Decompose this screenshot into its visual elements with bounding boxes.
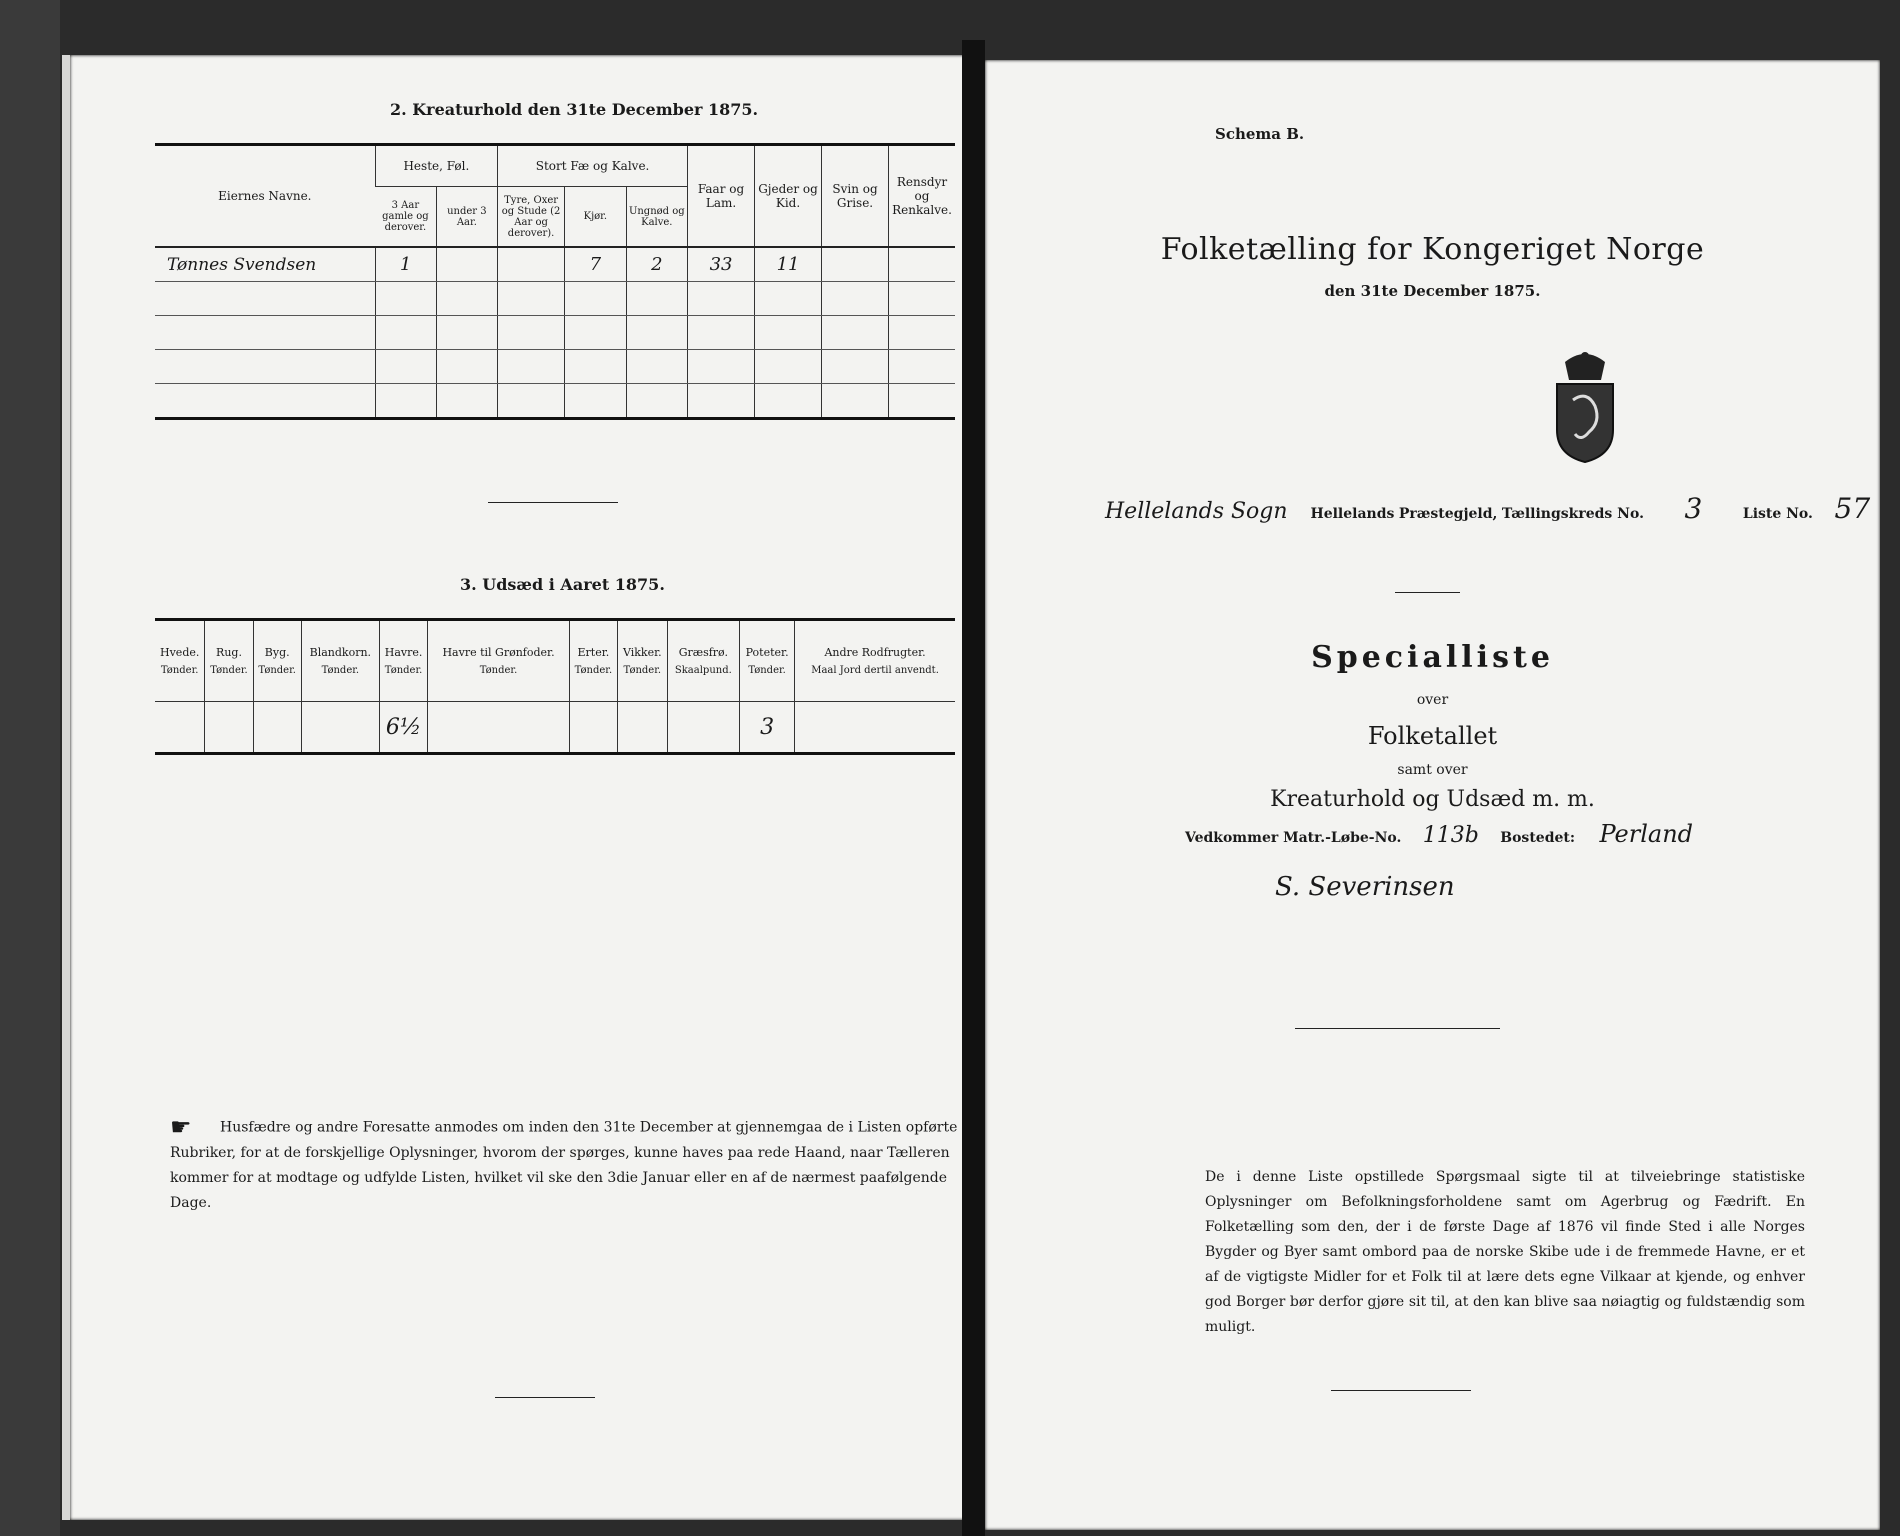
owner-name: Tønnes Svendsen bbox=[155, 247, 375, 282]
udsaed-header-unit: Maal Jord dertil anvendt. bbox=[811, 665, 939, 676]
heste-header: Heste, Føl. bbox=[375, 145, 497, 187]
divider-rule bbox=[1395, 592, 1460, 593]
specialliste-title: Specialliste bbox=[1311, 640, 1554, 675]
udsaed-header-unit: Tønder. bbox=[160, 665, 199, 676]
udsaed-value-cell bbox=[667, 702, 739, 754]
folketallet-text: Folketallet bbox=[1367, 722, 1498, 750]
udsaed-value-cell bbox=[301, 702, 379, 754]
udsaed-header-name: Græsfrø. bbox=[678, 646, 728, 659]
udsaed-header-unit: Tønder. bbox=[748, 665, 786, 676]
kreaturhold-table bbox=[155, 143, 955, 420]
section2-title: 2. Kreaturhold den 31te December 1875. bbox=[390, 100, 759, 119]
faar-header: Faar og Lam. bbox=[688, 145, 755, 248]
table-row bbox=[155, 247, 955, 282]
udsaed-value-cell: 6½ bbox=[379, 702, 427, 754]
udsaed-value-cell bbox=[428, 702, 570, 754]
divider-rule bbox=[495, 1397, 595, 1398]
heste-a-header: 3 Aar gamle og derover. bbox=[375, 187, 436, 248]
matr-value: 113b bbox=[1422, 823, 1479, 848]
udsaed-header-unit: Skaalpund. bbox=[674, 665, 732, 676]
udsaed-header-name: Erter. bbox=[577, 646, 610, 659]
udsaed-header-name: Rug. bbox=[216, 646, 242, 659]
udsaed-header-name: Havre. bbox=[384, 646, 423, 659]
samt-over-text: samt over bbox=[1397, 762, 1468, 778]
liste-label: Liste No. bbox=[1742, 506, 1813, 522]
table-row bbox=[155, 350, 955, 384]
rensdyr-header: Rensdyr og Renkalve. bbox=[889, 145, 956, 248]
gjeder-cell: 11 bbox=[755, 247, 822, 282]
owner-header: Eiernes Navne. bbox=[155, 145, 375, 248]
bostedet-label: Bostedet: bbox=[1500, 830, 1576, 846]
stort-b-header: Kjør. bbox=[565, 187, 626, 248]
udsaed-header bbox=[667, 620, 739, 702]
udsaed-header-unit: Tønder. bbox=[623, 665, 662, 676]
scan-background bbox=[0, 0, 60, 1536]
notice bbox=[170, 1115, 960, 1216]
udsaed-header bbox=[379, 620, 427, 702]
divider-rule bbox=[488, 502, 618, 503]
stort-a-header: Tyre, Oxer og Stude (2 Aar og derover). bbox=[498, 187, 565, 248]
subtitle: den 31te December 1875. bbox=[1324, 282, 1541, 300]
stort-c-header: Ungnød og Kalve. bbox=[626, 187, 687, 248]
faar-cell: 33 bbox=[688, 247, 755, 282]
svin-cell bbox=[822, 247, 889, 282]
udsaed-header-name: Poteter. bbox=[745, 646, 789, 659]
schema-label: Schema B. bbox=[1215, 125, 1305, 143]
udsaed-value-cell bbox=[795, 702, 955, 754]
gjeder-header: Gjeder og Kid. bbox=[755, 145, 822, 248]
udsaed-header bbox=[618, 620, 668, 702]
bostedet-value: Perland bbox=[1599, 820, 1694, 848]
table-row bbox=[155, 316, 955, 350]
udsaed-table bbox=[155, 618, 955, 755]
udsaed-value-cell bbox=[253, 702, 301, 754]
stort-a-cell bbox=[498, 247, 565, 282]
table-row bbox=[155, 384, 955, 419]
udsaed-header-unit: Tønder. bbox=[258, 665, 296, 676]
heste-b-header: under 3 Aar. bbox=[436, 187, 497, 248]
section3-title: 3. Udsæd i Aaret 1875. bbox=[460, 575, 665, 594]
udsaed-header-name: Havre til Grønfoder. bbox=[442, 646, 555, 659]
right-page bbox=[985, 60, 1880, 1530]
udsaed-header-unit: Tønder. bbox=[479, 665, 518, 676]
udsaed-header bbox=[301, 620, 379, 702]
svin-header: Svin og Grise. bbox=[822, 145, 889, 248]
stort-header: Stort Fæ og Kalve. bbox=[498, 145, 688, 187]
main-title: Folketælling for Kongeriget Norge bbox=[1160, 232, 1705, 267]
udsaed-value-cell bbox=[618, 702, 668, 754]
udsaed-header bbox=[253, 620, 301, 702]
udsaed-header-unit: Tønder. bbox=[210, 665, 248, 676]
udsaed-header bbox=[155, 620, 205, 702]
udsaed-header bbox=[428, 620, 570, 702]
vedkommer-label: Vedkommer Matr.-Løbe-No. bbox=[1185, 830, 1402, 846]
kreds-label: Tællingskreds No. bbox=[1501, 506, 1644, 522]
udsaed-header-unit: Tønder. bbox=[574, 665, 613, 676]
udsaed-value-cell bbox=[569, 702, 617, 754]
coat-of-arms-icon bbox=[1545, 350, 1625, 465]
udsaed-value-cell bbox=[155, 702, 205, 754]
printed-parish: Hellelands bbox=[1310, 506, 1395, 522]
signature: S. Severinsen bbox=[1275, 872, 1455, 902]
udsaed-header-unit: Tønder. bbox=[384, 665, 423, 676]
udsaed-header-name: Hvede. bbox=[160, 646, 200, 659]
divider-rule bbox=[1331, 1390, 1471, 1391]
praestegjeld-label: Præstegjeld, bbox=[1398, 506, 1498, 522]
over-text: over bbox=[1416, 692, 1449, 708]
notice-text: Husfædre og andre Foresatte anmodes om inden den 31te December at gjennemgaa de i Listen opførte Rubriker, for at de forskjellige Oplysninger, hvorom der spørges, kunne haves paa rede Haand, naar Tælleren kommer for at modtage og udfylde Listen, hvilket vil ske den 3die Januar eller en af de nærmest paafølgende Dage. bbox=[170, 1119, 958, 1211]
divider-rule bbox=[1295, 1028, 1500, 1029]
left-page bbox=[62, 55, 970, 1520]
rensdyr-cell bbox=[889, 247, 956, 282]
udsaed-header bbox=[795, 620, 955, 702]
heste-a-cell: 1 bbox=[375, 247, 436, 282]
location-line bbox=[1105, 492, 1887, 525]
udsaed-header bbox=[205, 620, 253, 702]
udsaed-header-name: Blandkorn. bbox=[309, 646, 372, 659]
stort-b-cell: 7 bbox=[565, 247, 626, 282]
pointing-hand-icon: ☛ bbox=[170, 1113, 192, 1141]
udsaed-value-cell: 3 bbox=[740, 702, 795, 754]
udsaed-value-cell bbox=[205, 702, 253, 754]
udsaed-header bbox=[740, 620, 795, 702]
udsaed-header-name: Andre Rodfrugter. bbox=[824, 646, 926, 659]
handwritten-parish: Hellelands Sogn bbox=[1105, 499, 1288, 524]
matr-line bbox=[1185, 820, 1739, 848]
liste-value: 57 bbox=[1834, 492, 1871, 525]
explanation-paragraph: De i denne Liste opstillede Spørgsmaal sigte til at tilveiebringe statistiske Oplysninger om Befolkningsforholdene samt om Agerbrug og Fædrift. En Folketælling som den, der i de første Dage af 1876 vil finde Sted i alle Norges Bygder og Byer samt ombord paa de norske Skibe ude i de fremmede Havne, er et af de vigtigste Midler for et Folk til at lære dets egne Vilkaar at kjende, og enhver god Borger bør derfor gjøre sit til, at den kan blive saa nøiagtig og fuldstændig som muligt. bbox=[1205, 1169, 1805, 1335]
heste-b-cell bbox=[436, 247, 497, 282]
kreaturhold-text: Kreaturhold og Udsæd m. m. bbox=[1270, 787, 1595, 812]
page-gutter bbox=[962, 40, 985, 1536]
udsaed-header-name: Vikker. bbox=[622, 646, 662, 659]
udsaed-header-name: Byg. bbox=[264, 646, 290, 659]
stort-c-cell: 2 bbox=[626, 247, 687, 282]
udsaed-header-unit: Tønder. bbox=[321, 665, 360, 676]
kreds-value: 3 bbox=[1684, 492, 1703, 525]
udsaed-header bbox=[569, 620, 617, 702]
table-row bbox=[155, 282, 955, 316]
